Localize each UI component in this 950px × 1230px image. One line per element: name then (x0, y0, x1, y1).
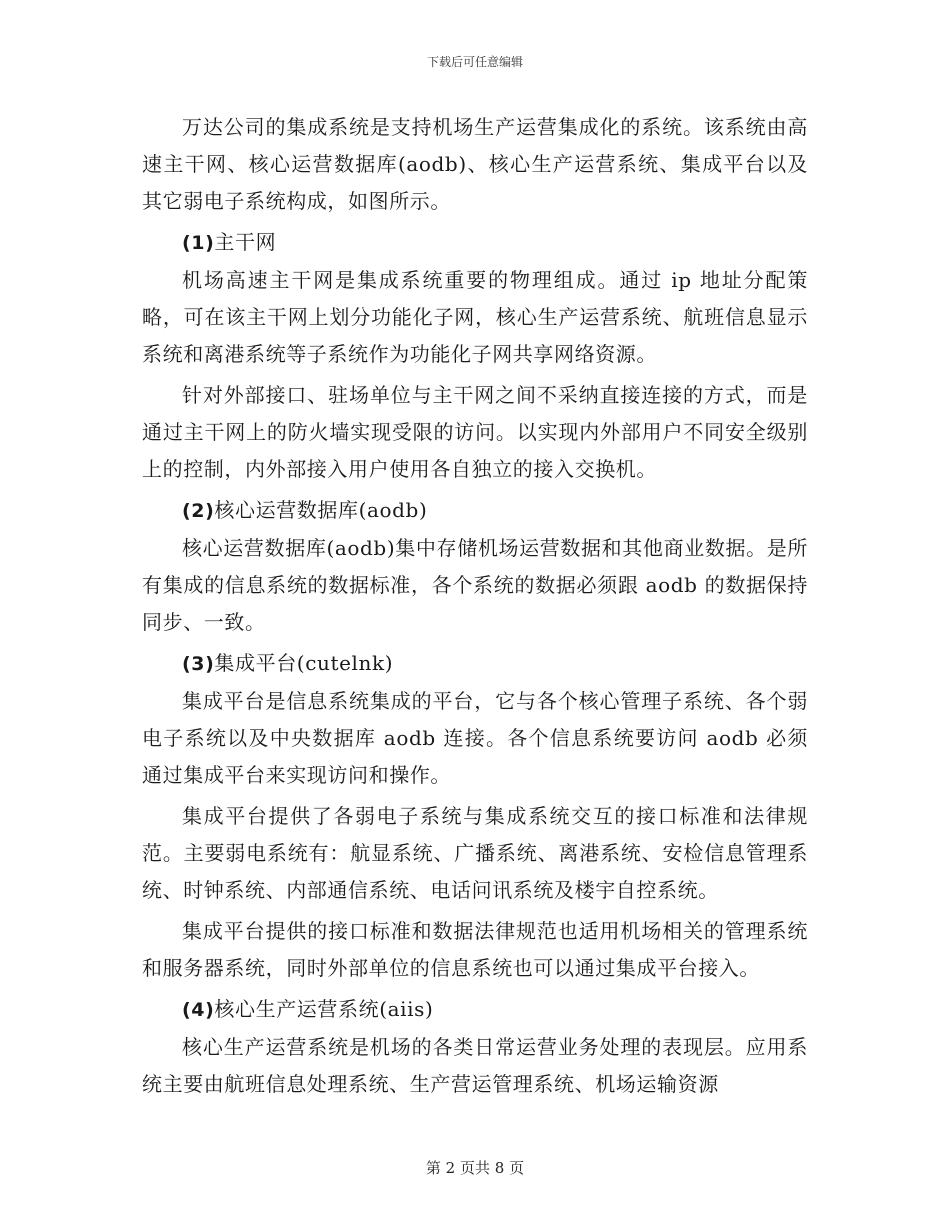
page-footer: 第 2 页共 8 页 (425, 1159, 525, 1177)
section-title: 集成平台(cutelnk) (214, 651, 394, 675)
section-heading-2 (142, 492, 808, 530)
paragraph-aodb: 核心运营数据库(aodb)集中存储机场运营数据和其他商业数据。是所有集成的信息系统的数据标准，各个系统的数据必须跟 aodb 的数据保持同步、一致。 (142, 536, 808, 634)
paragraph-backbone-2: 针对外部接口、驻场单位与主干网之间不采纳直接连接的方式，而是通过主干网上的防火墙实现受限的访问。以实现内外部用户不同安全级别上的控制，内外部接入用户使用各自独立的接入交换机。 (142, 383, 808, 481)
document-body (142, 109, 808, 1103)
section-title: 核心生产运营系统(aiis) (214, 997, 434, 1021)
section-number: (2) (182, 500, 215, 522)
paragraph-platform-1: 集成平台是信息系统集成的平台，它与各个核心管理子系统、各个弱电子系统以及中央数据库 aodb 连接。各个信息系统要访问 aodb 必须通过集成平台来实现访问和操作。 (142, 689, 808, 787)
section-heading-1 (142, 224, 808, 262)
section-title: 主干网 (214, 230, 277, 254)
paragraph-aiis: 核心生产运营系统是机场的各类日常运营业务处理的表现层。应用系统主要由航班信息处理系统、生产营运管理系统、机场运输资源 (142, 1035, 808, 1096)
section-number: (1) (182, 232, 215, 254)
section-title: 核心运营数据库(aodb) (214, 498, 428, 522)
section-number: (4) (182, 999, 215, 1021)
page-header: 下载后可任意编辑 (426, 55, 523, 69)
section-number: (3) (182, 653, 215, 675)
paragraph-platform-2: 集成平台提供了各弱电子系统与集成系统交互的接口标准和法律规范。主要弱电系统有：航显系统、广播系统、离港系统、安检信息管理系统、时钟系统、内部通信系统、电话问讯系统及楼宇自控系统。 (142, 804, 808, 902)
paragraph-intro: 万达公司的集成系统是支持机场生产运营集成化的系统。该系统由高速主干网、核心运营数据库(aodb)、核心生产运营系统、集成平台以及其它弱电子系统构成，如图所示。 (142, 115, 808, 213)
section-heading-3 (142, 645, 808, 683)
section-heading-4 (142, 991, 808, 1029)
paragraph-backbone-1: 机场高速主干网是集成系统重要的物理组成。通过 ip 地址分配策略，可在该主干网上划分功能化子网，核心生产运营系统、航班信息显示系统和离港系统等子系统作为功能化子网共享网络资源。 (142, 268, 808, 366)
paragraph-platform-3: 集成平台提供的接口标准和数据法律规范也适用机场相关的管理系统和服务器系统，同时外部单位的信息系统也可以通过集成平台接入。 (142, 919, 808, 980)
